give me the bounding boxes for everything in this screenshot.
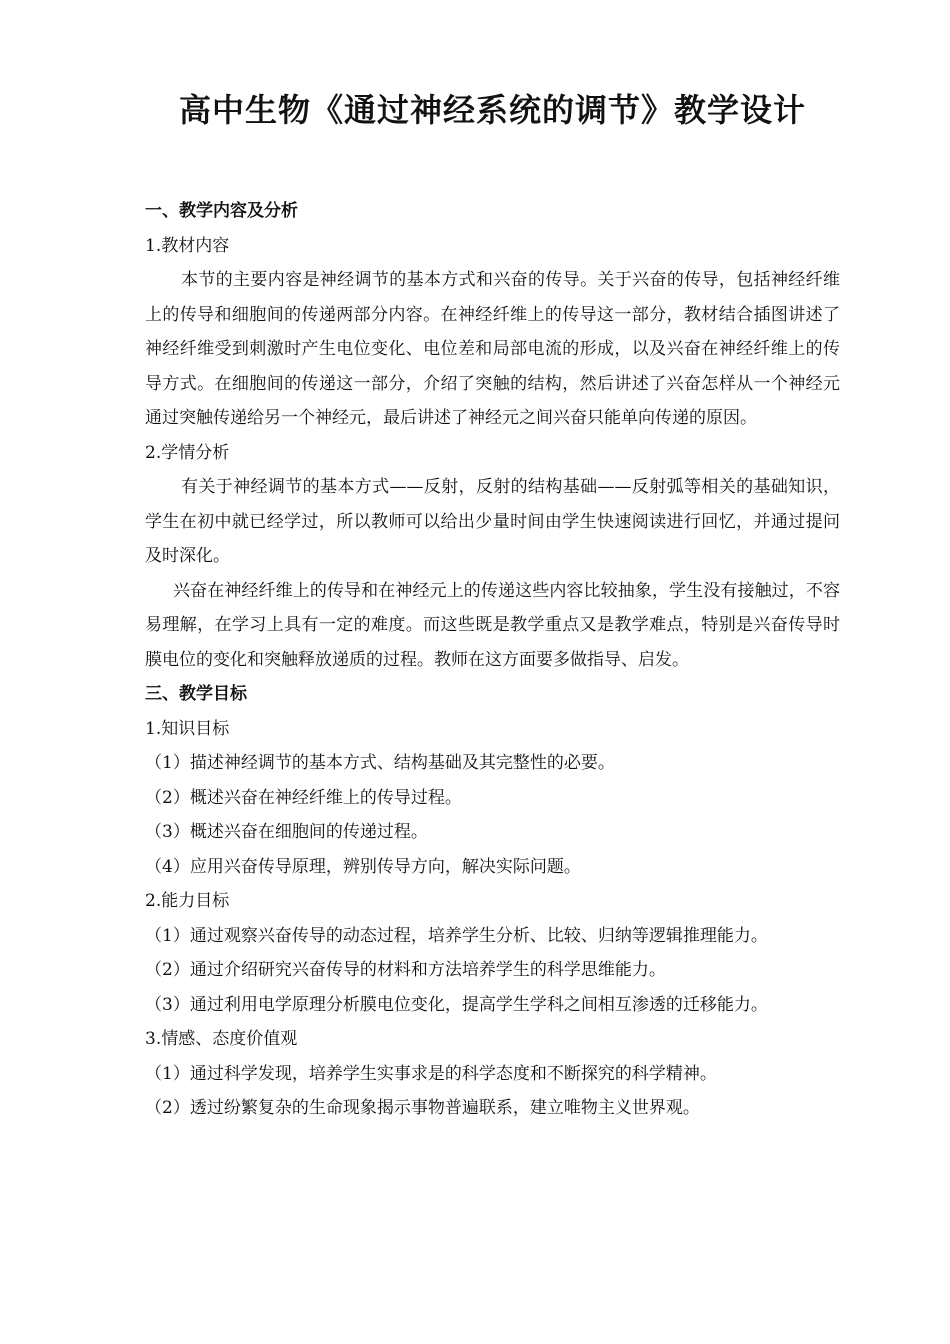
document-title: 高中生物《通过神经系统的调节》教学设计 <box>178 91 806 129</box>
list-item-emotion-2: （2）透过纷繁复杂的生命现象揭示事物普遍联系，建立唯物主义世界观。 <box>145 1098 700 1118</box>
subheading-textbook-content: 1.教材内容 <box>145 235 230 256</box>
section-heading-content-analysis: 一、教学内容及分析 <box>145 201 298 221</box>
subheading-ability-goals: 2.能力目标 <box>145 891 230 911</box>
list-item-ability-1: （1）通过观察兴奋传导的动态过程，培养学生分析、比较、归纳等逻辑推理能力。 <box>145 925 768 946</box>
paragraph-student-analysis-2: 兴奋在神经纤维上的传导和在神经元上的传递这些内容比较抽象，学生没有接触过，不容易理解，在学习上具有一定的难度。而这些既是教学重点又是教学难点，特别是兴奋传导时膜电位的变化和突触释放递质的过程。教师在这方面要多做指导、启发。 <box>145 580 840 670</box>
list-item-ability-2: （2）通过介绍研究兴奋传导的材料和方法培养学生的科学思维能力。 <box>145 960 666 980</box>
subheading-knowledge-goals: 1.知识目标 <box>145 718 230 739</box>
list-item-knowledge-2: （2）概述兴奋在神经纤维上的传导过程。 <box>145 787 462 808</box>
subheading-student-analysis: 2.学情分析 <box>145 442 230 463</box>
paragraph-textbook-content: 本节的主要内容是神经调节的基本方式和兴奋的传导。关于兴奋的传导，包括神经纤维上的传导和细胞间的传递两部分内容。在神经纤维上的传导这一部分，教材结合插图讲述了神经纤维受到刺激时产生电位变化、电位差和局部电流的形成，以及兴奋在神经纤维上的传导方式。在细胞间的传递这一部分，介绍了突触的结构，然后讲述了兴奋怎样从一个神经元通过突触传递给另一个神经元，最后讲述了神经元之间兴奋只能单向传递的原因。 <box>145 270 840 428</box>
list-item-knowledge-4: （4）应用兴奋传导原理，辨别传导方向，解决实际问题。 <box>145 856 581 877</box>
list-item-ability-3: （3）通过利用电学原理分析膜电位变化，提高学生学科之间相互渗透的迁移能力。 <box>145 994 768 1015</box>
paragraph-student-analysis-1: 有关于神经调节的基本方式——反射，反射的结构基础——反射弧等相关的基础知识，学生在初中就已经学过，所以教师可以给出少量时间由学生快速阅读进行回忆，并通过提问及时深化。 <box>145 477 840 566</box>
document-page <box>145 88 840 1126</box>
list-item-knowledge-3: （3）概述兴奋在细胞间的传递过程。 <box>145 822 428 842</box>
subheading-emotion-goals: 3.情感、态度价值观 <box>145 1029 298 1049</box>
section-heading-teaching-goals: 三、教学目标 <box>145 684 247 704</box>
list-item-emotion-1: （1）通过科学发现，培养学生实事求是的科学态度和不断探究的科学精神。 <box>145 1063 717 1084</box>
list-item-knowledge-1: （1）描述神经调节的基本方式、结构基础及其完整性的必要。 <box>145 753 615 773</box>
